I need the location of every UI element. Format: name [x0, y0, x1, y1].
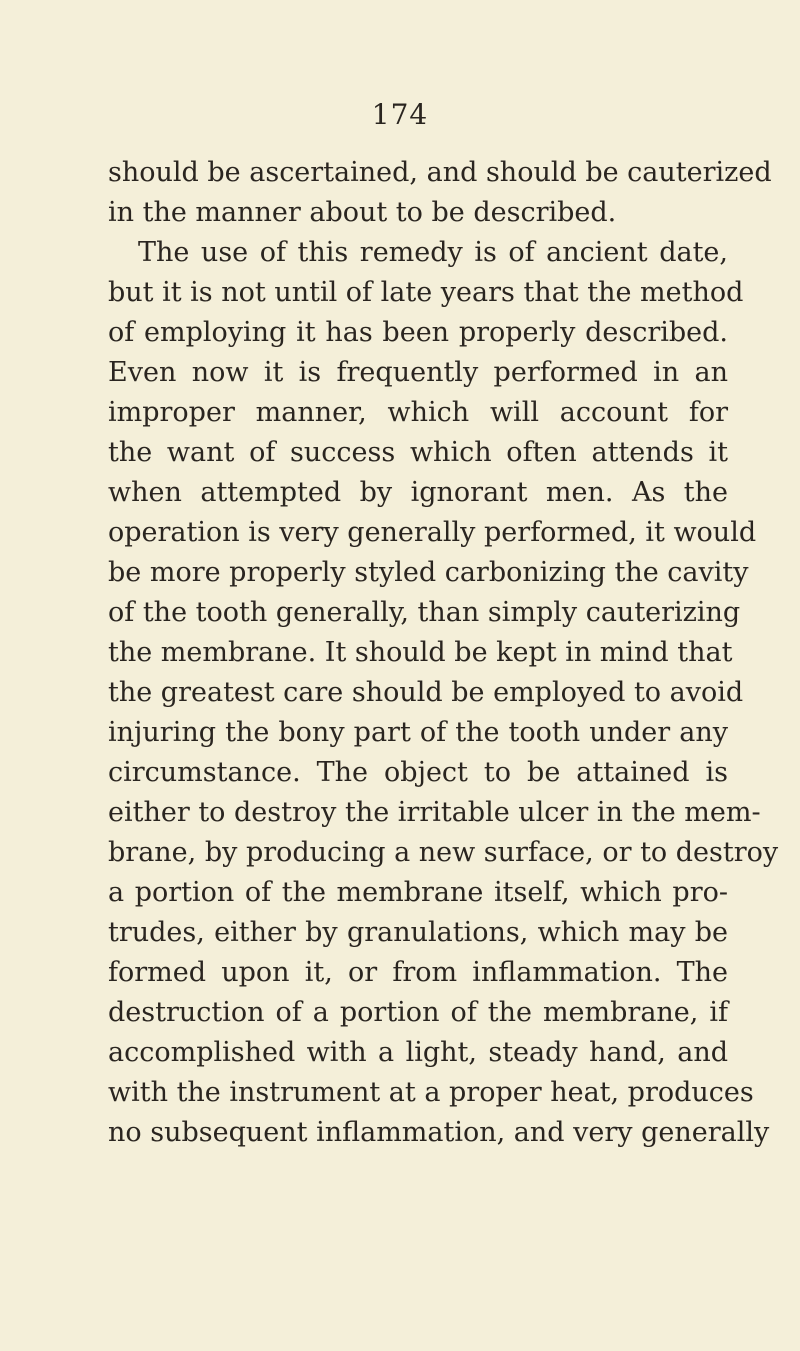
text-line: the greatest care should be employed to avoid: [108, 677, 744, 708]
text-line: improper manner, which will account for: [108, 397, 728, 428]
text-line: no subsequent inflammation, and very generally: [108, 1117, 770, 1148]
body-text: [108, 153, 779, 1153]
text-line: formed upon it, or from inflammation. The: [108, 957, 728, 988]
text-line: either to destroy the irritable ulcer in the mem-: [108, 797, 761, 828]
text-line: injuring the bony part of the tooth under any: [108, 717, 728, 748]
text-line: circumstance. The object to be attained is: [108, 757, 728, 788]
text-line: of employing it has been properly described.: [108, 317, 728, 348]
text-line: Even now it is frequently performed in an: [108, 357, 728, 388]
text-line: in the manner about to be described.: [108, 197, 617, 228]
text-line: brane, by producing a new surface, or to destroy: [108, 837, 779, 868]
text-line: accomplished with a light, steady hand, and: [108, 1037, 728, 1068]
text-line: but it is not until of late years that the method: [108, 277, 744, 308]
text-line: be more properly styled carbonizing the cavity: [108, 557, 749, 588]
text-line: The use of this remedy is of ancient date,: [138, 237, 728, 268]
text-line: destruction of a portion of the membrane, if: [108, 997, 728, 1028]
text-line: trudes, either by granulations, which may be: [108, 917, 728, 948]
text-line: operation is very generally performed, it would: [108, 517, 757, 548]
text-line: the want of success which often attends it: [108, 437, 728, 468]
text-line: the membrane. It should be kept in mind that: [108, 637, 733, 668]
text-line: should be ascertained, and should be cauterized: [108, 157, 772, 188]
text-line: a portion of the membrane itself, which pro-: [108, 877, 728, 908]
page-number: 174: [371, 98, 429, 131]
text-line: with the instrument at a proper heat, produces: [108, 1077, 754, 1108]
text-line: when attempted by ignorant men. As the: [108, 477, 728, 508]
text-line: of the tooth generally, than simply cauterizing: [108, 597, 741, 628]
